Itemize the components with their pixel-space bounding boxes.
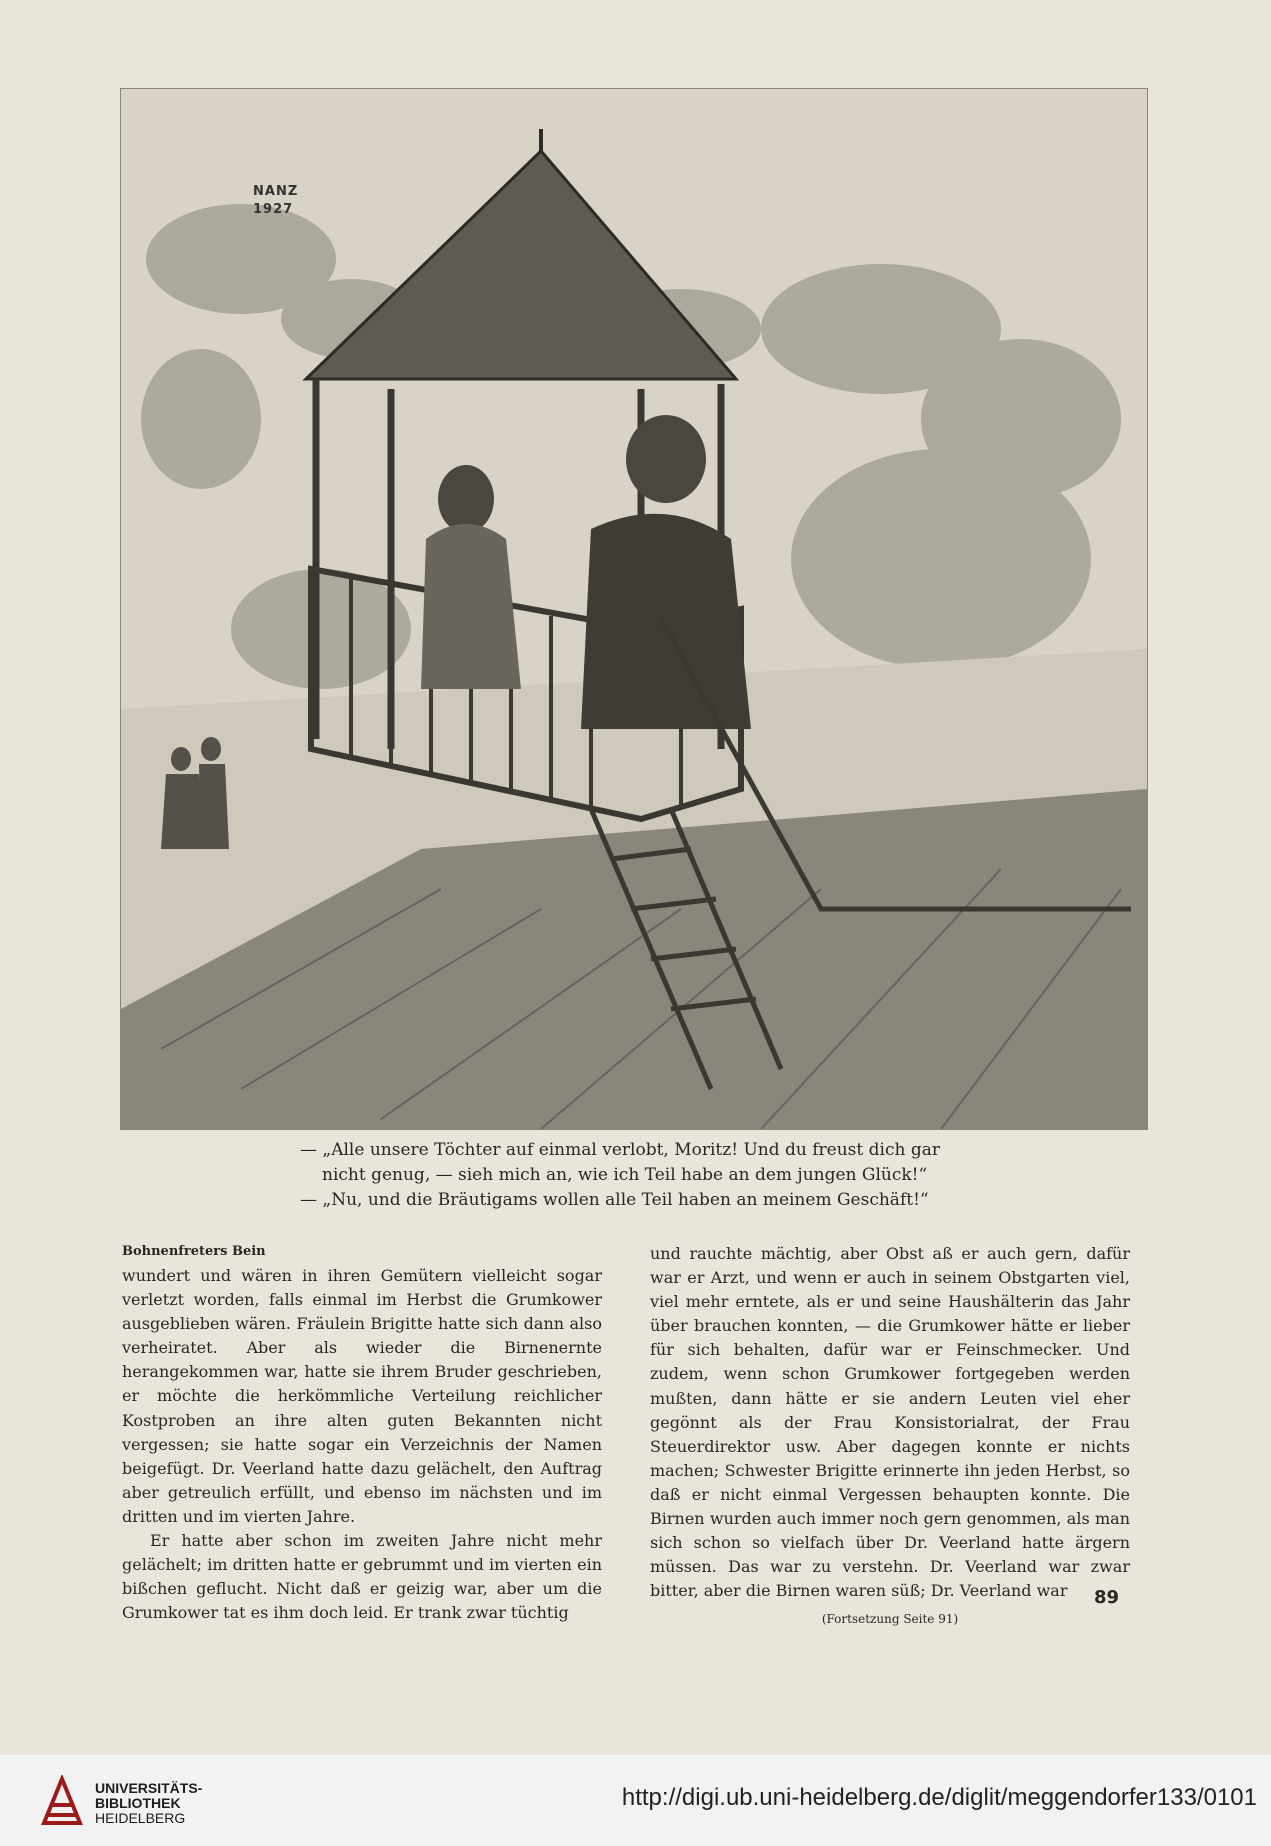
library-footer [0,1755,1271,1846]
library-name [95,1781,202,1826]
paragraph: Er hatte aber schon im zweiten Jahre nicht mehr gelächelt; im dritten hatte er gebrummt und im vierten ein bißchen geflucht. Nicht daß er geizig war, aber um die Grumkower tat es ihm doch leid. Er trank zwar tüchtig [122,1531,602,1623]
continuation-note: (Fortsetzung Seite 91) [821,1612,959,1627]
article-column-right [650,1242,1130,1632]
caption-line-2: nicht genug, — sieh mich an, wie ich Teil habe an dem jungen Glück!“ [322,1165,928,1185]
illustration-caption [300,1138,1020,1213]
article-column-left [122,1242,602,1625]
signature-year: 1927 [253,202,294,217]
pavilion-illustration [120,88,1148,1130]
library-name-line-2: BIBLIOTHEK [95,1795,181,1811]
caption-line-3: — „Nu, und die Bräutigams wollen alle Teil haben an meinem Geschäft!“ [300,1190,929,1210]
paragraph: und rauchte mächtig, aber Obst aß er auch gern, dafür war er Arzt, und wenn er auch in seinem Obstgarten viel, viel mehr erntete, als er und seine Haushälterin das Jahr über brauchen konnten, — die Grumkower hätte er lieber für sich behalten, dafür war er Feinschmecker. Und zudem, wenn schon Grumkower fortgegeben werden mußten, dann hätte er sie andern Leuten viel eher gegönnt als der Frau Konsistorialrat, der Frau Steuerdirektor usw. Aber dagegen konnte er nichts machen; Schwester Brigitte erinnerte ihn jeden Herbst, so daß er nicht einmal Vergessen behaupten konnte. Die Birnen wurden auch immer noch gern genommen, als man sich schon so vielfach über Dr. Veerland hatte ärgern müssen. Das war zu verstehn. Dr. Veerland war zwar bitter, aber die Birnen waren süß; Dr. Veerland war [650,1244,1130,1601]
page-number: 89 [1094,1587,1120,1608]
library-logo-icon [40,1775,84,1827]
library-name-line-3: HEIDELBERG [95,1810,186,1826]
paragraph: wundert und wären in ihren Gemütern vielleicht sogar verletzt worden, falls einmal im Herbst die Grumkower ausgeblieben wären. Fräulein Brigitte hatte sich dann also verheiratet. Aber als wieder die Birnenernte herangekommen war, hatte sie ihrem Bruder geschrieben, er möchte die herkömmliche Verteilung reichlicher Kostproben an ihre alten guten Bekannten nicht vergessen; sie hatte sogar ein Verzeichnis der Namen beigefügt. Dr. Veerland hatte dazu gelächelt, den Auftrag aber getreulich erfüllt, und ebenso im nächsten und im dritten und im vierten Jahre. [122,1266,602,1526]
signature-name: NANZ [253,184,299,199]
artist-signature [253,183,298,219]
story-title: Bohnenfreters Bein [122,1244,266,1259]
caption-line-1: — „Alle unsere Töchter auf einmal verlobt, Moritz! Und du freust dich gar [300,1140,940,1160]
source-url-link[interactable]: http://digi.ub.uni-heidelberg.de/diglit/meggendorfer133/0101 [621,1784,1257,1811]
library-name-line-1: UNIVERSITÄTS- [95,1780,203,1796]
pavilion-drawing [121,89,1147,1129]
